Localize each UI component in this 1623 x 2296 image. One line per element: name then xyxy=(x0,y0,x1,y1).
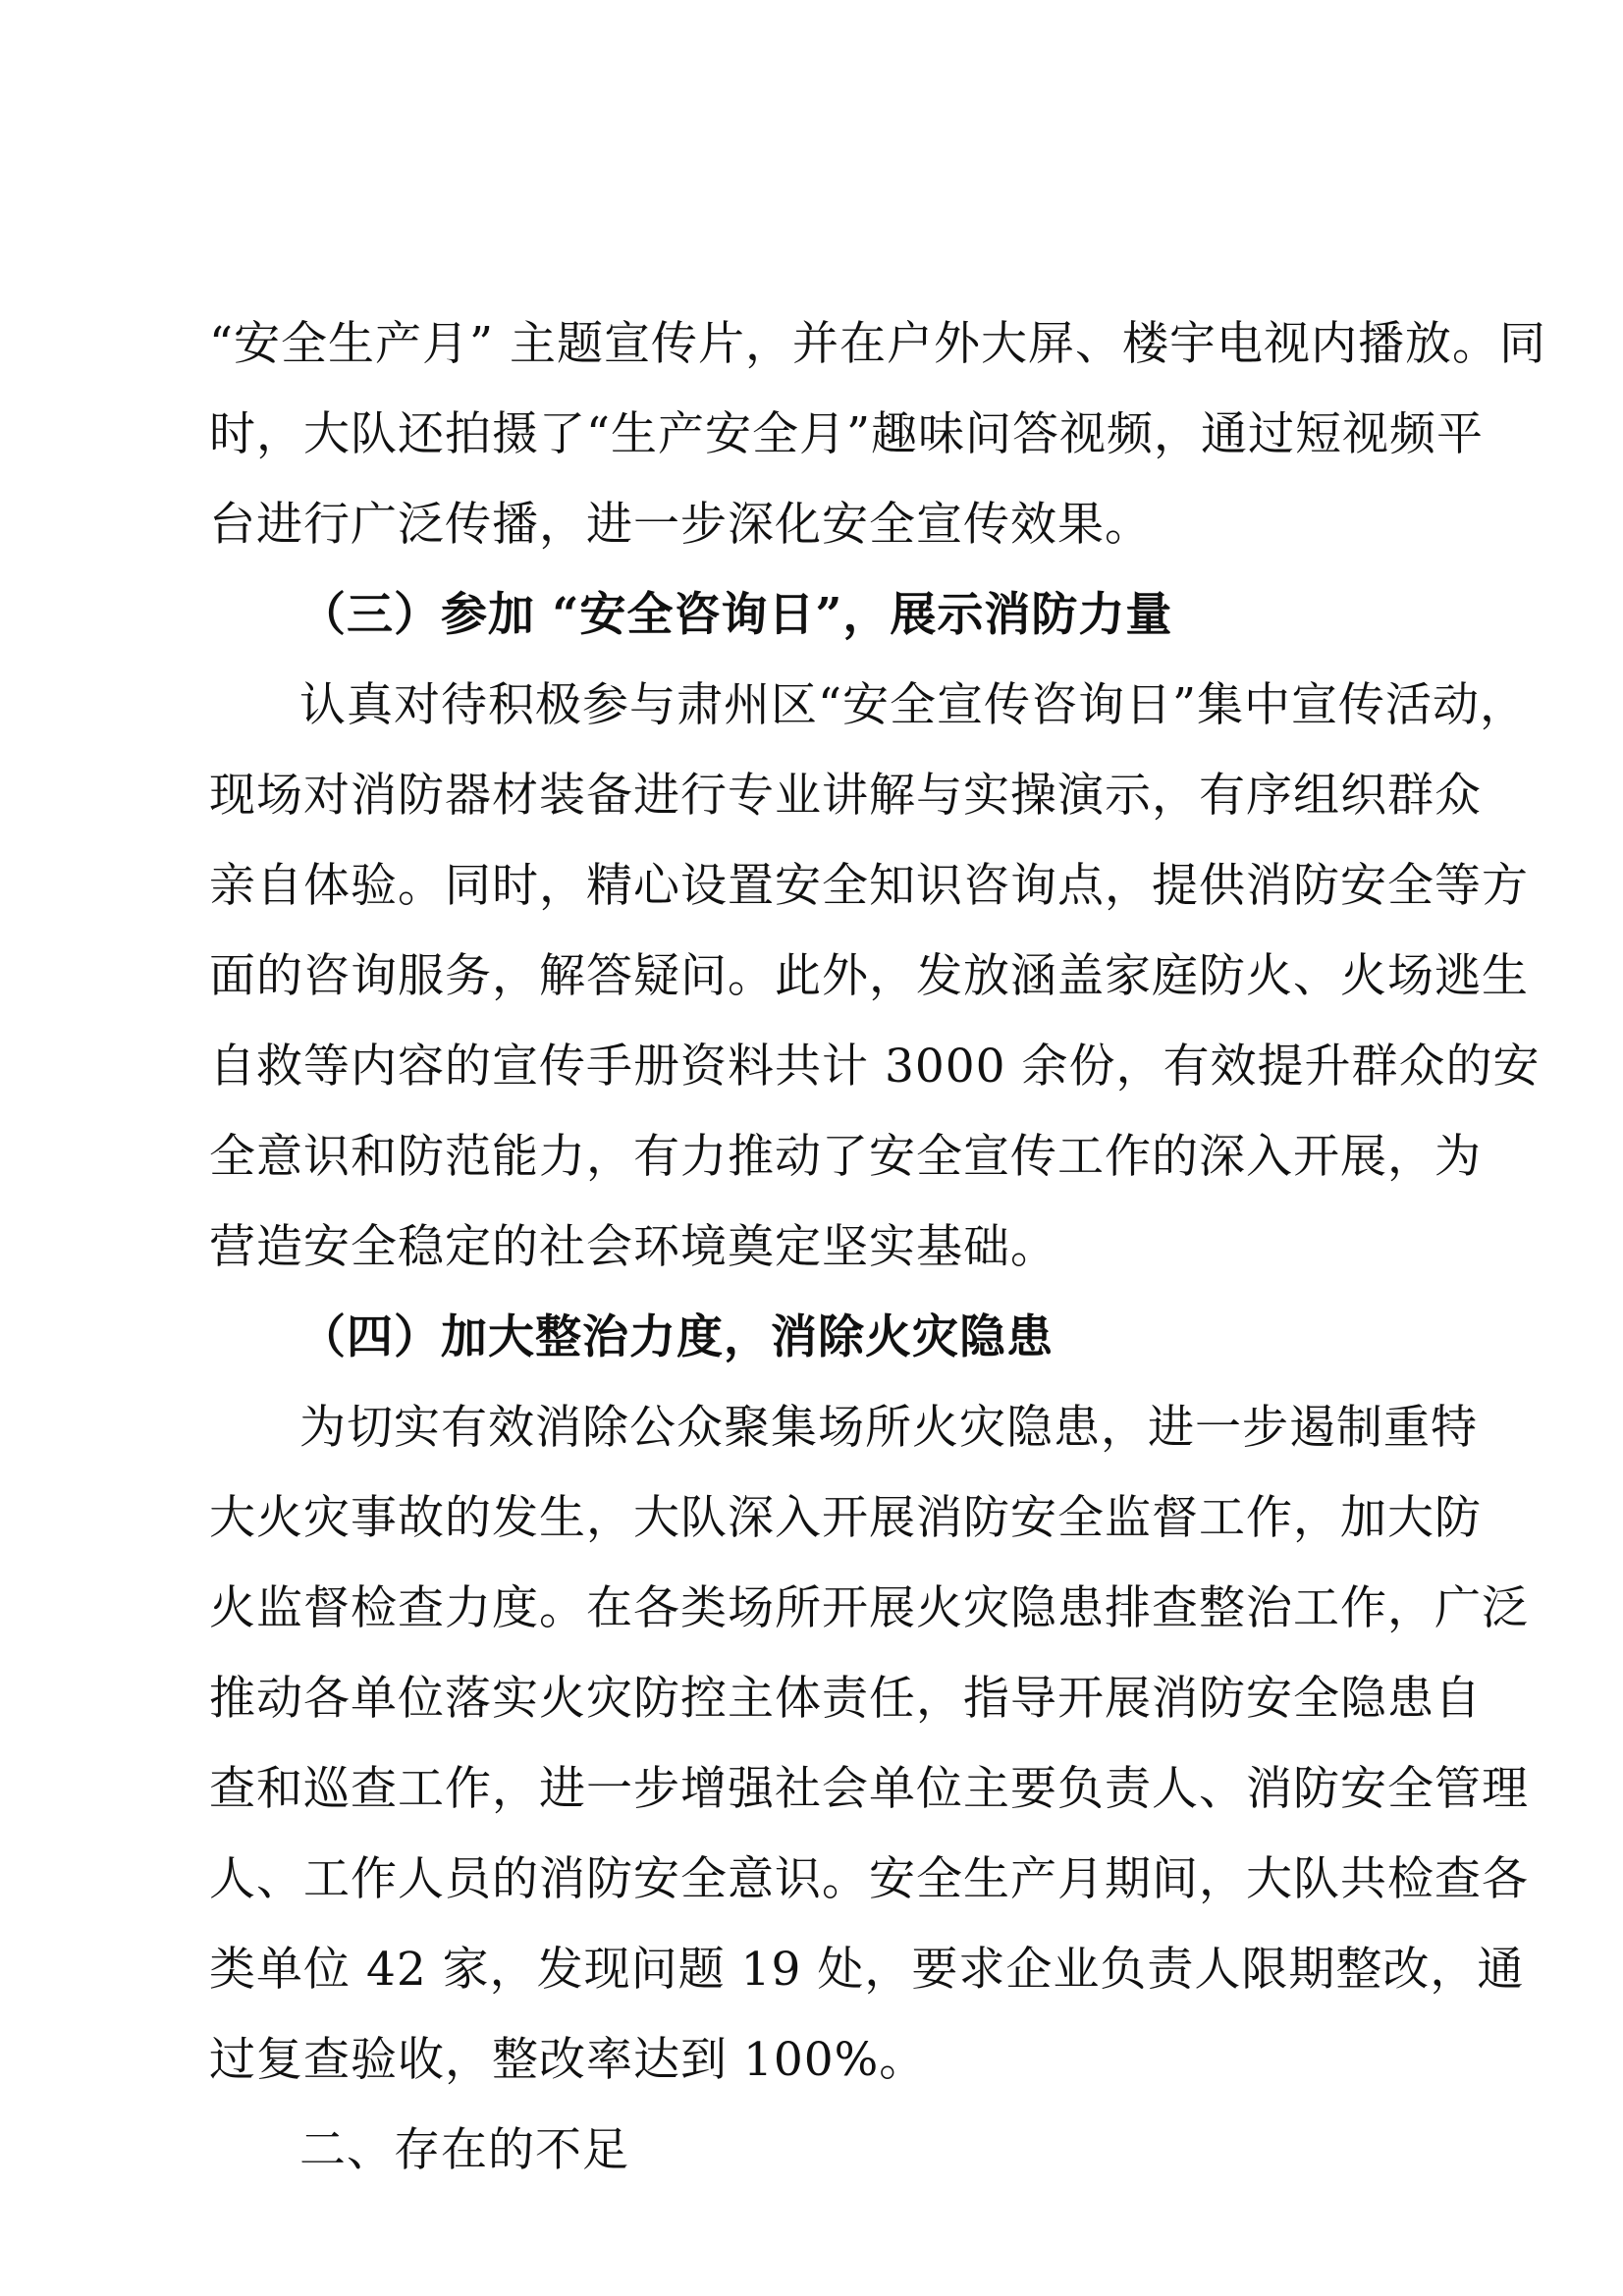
paragraph-line: 台进行广泛传播，进一步深化安全宣传效果。 xyxy=(209,498,1152,552)
paragraph-line: “安全生产月” 主题宣传片，并在户外大屏、楼宇电视内播放。同 xyxy=(209,317,1546,371)
section-heading-2: 二、存在的不足 xyxy=(299,2123,629,2177)
paragraph-line: 过复查验收，整改率达到 100%。 xyxy=(209,2033,927,2087)
paragraph-line: 面的咨询服务，解答疑问。此外，发放涵盖家庭防火、火场逃生 xyxy=(209,949,1529,1003)
paragraph-line: 类单位 42 家，发现问题 19 处，要求企业负责人限期整改，通 xyxy=(209,1943,1525,1997)
paragraph-line: 人、工作人员的消防安全意识。安全生产月期间，大队共检查各 xyxy=(209,1852,1529,1906)
paragraph-line: 时，大队还拍摄了“生产安全月”趣味问答视频，通过短视频平 xyxy=(209,407,1485,461)
paragraph-line: 认真对待积极参与肃州区“安全宣传咨询日”集中宣传活动， xyxy=(299,678,1528,732)
paragraph-line: 火监督检查力度。在各类场所开展火灾隐患排查整治工作，广泛 xyxy=(209,1581,1529,1635)
paragraph-line: 亲自体验。同时，精心设置安全知识咨询点，提供消防安全等方 xyxy=(209,859,1529,913)
document-body xyxy=(209,299,1546,2196)
section-heading-4: （四）加大整治力度，消除火灾隐患 xyxy=(299,1310,1054,1364)
paragraph-line: 大火灾事故的发生，大队深入开展消防安全监督工作，加大防 xyxy=(209,1491,1482,1545)
paragraph-line: 查和巡查工作，进一步增强社会单位主要负责人、消防安全管理 xyxy=(209,1762,1529,1816)
section-heading-3: （三）参加 “安全咨询日”，展示消防力量 xyxy=(299,588,1173,642)
paragraph-line: 为切实有效消除公众聚集场所火灾隐患，进一步遏制重特 xyxy=(299,1401,1478,1455)
paragraph-line: 自救等内容的宣传手册资料共计 3000 余份，有效提升群众的安 xyxy=(209,1040,1541,1094)
paragraph-line: 推动各单位落实火灾防控主体责任，指导开展消防安全隐患自 xyxy=(209,1672,1482,1726)
paragraph-line: 全意识和防范能力，有力推动了安全宣传工作的深入开展，为 xyxy=(209,1130,1482,1184)
paragraph-line: 营造安全稳定的社会环境奠定坚实基础。 xyxy=(209,1220,1057,1274)
paragraph-line: 现场对消防器材装备进行专业讲解与实操演示，有序组织群众 xyxy=(209,769,1482,823)
